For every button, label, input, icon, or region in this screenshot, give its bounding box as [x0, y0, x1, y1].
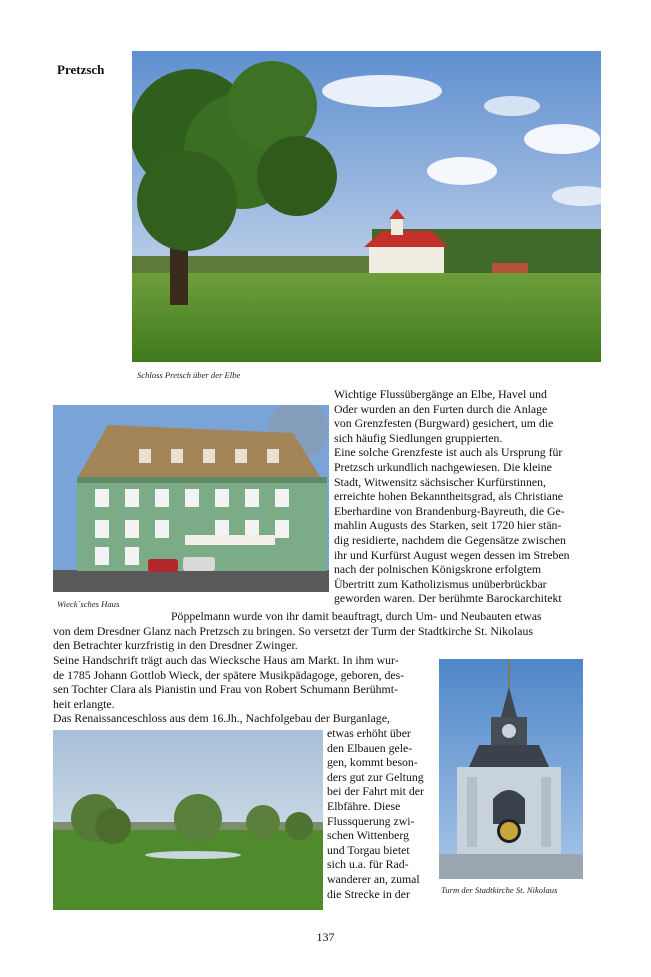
text-line: sen Tochter Clara als Pianistin und Frau von Robert Schumann Berühmt-	[53, 682, 398, 697]
text-line: sich häufig Siedlungen gruppierten.	[334, 430, 503, 445]
text-line: Seine Handschrift trägt auch das Wiecksche Haus am Markt. In ihm wur-	[53, 653, 399, 667]
text-line: erreichte hohen Bekanntheitsgrad, als Christiane	[334, 489, 563, 504]
text-line: wanderer an, zumal	[327, 871, 420, 886]
text-line: gen, kommt beson-	[327, 755, 418, 770]
castle-photo	[132, 51, 601, 362]
text-line: nach der polnischen Königskrone erfolgtem	[334, 562, 542, 577]
text-block-right	[334, 387, 587, 606]
text-block-middle	[53, 653, 433, 726]
text-line: den Betrachter kurzfristig in den Dresdner Zwinger.	[53, 638, 298, 653]
text-block-narrow	[327, 726, 434, 901]
text-line: und Torgau bietet	[327, 842, 410, 857]
church-tower-photo	[439, 659, 583, 879]
text-line: Das Renaissanceschloss aus dem 16.Jh., Nachfolgebau der Burganlage,	[53, 711, 390, 726]
text-line: Pöppelmann wurde von ihr damit beauftragt, durch Um- und Neubauten etwas	[171, 609, 542, 623]
text-line: geworden waren. Der berühmte Barockarchitekt	[334, 591, 562, 606]
page-number: 137	[316, 930, 335, 944]
text-line: mahlin Augusts des Starken, seit 1720 hier stän-	[334, 518, 562, 533]
text-line: Flussquerung zwi-	[327, 813, 415, 828]
text-line: Pretzsch urkundlich nachgewiesen. Die kleine	[334, 459, 552, 474]
text-line: bei der Fahrt mit der	[327, 784, 424, 799]
text-line: Eine solche Grenzfeste ist auch als Ursprung für	[334, 445, 563, 460]
text-line: Wichtige Flussübergänge an Elbe, Havel und	[334, 387, 547, 401]
text-line: ihr und Kurfürst August wegen dessen im Streben	[334, 547, 570, 562]
text-line: Stadt, Witwensitz sächsischer Kurfürstinnen,	[334, 474, 546, 489]
text-line: von dem Dresdner Glanz nach Pretzsch zu bringen. So versetzt der Turm der Stadtkirche St. Nikolaus	[53, 623, 533, 638]
text-line: Eberhardine von Brandenburg-Bayreuth, die Ge-	[334, 503, 565, 518]
wieck-house-caption: Wieck´sches Haus	[57, 599, 120, 609]
text-line: Oder wurden an den Furten durch die Anlage	[334, 401, 548, 416]
text-line: Elbfähre. Diese	[327, 798, 401, 813]
text-line: ders gut zur Geltung	[327, 769, 424, 784]
elbe-meadow-photo	[53, 730, 323, 910]
text-line: etwas erhöht über	[327, 726, 411, 740]
text-line: die Strecke in der	[327, 886, 410, 901]
text-line: dig residierte, nachdem die Gegensätze zwischen	[334, 532, 566, 547]
tower-caption: Turm der Stadtkirche St. Nikolaus	[441, 885, 558, 895]
text-line: Übertritt zum Katholizismus unüberbrückbar	[334, 576, 547, 591]
text-line: schen Wittenberg	[327, 828, 409, 843]
text-line: heit erlangte.	[53, 696, 115, 711]
text-line: de 1785 Johann Gottlob Wieck, der spätere Musikpädagoge, geboren, des-	[53, 667, 405, 682]
text-line: sich u.a. für Rad-	[327, 857, 409, 872]
wieck-house-photo	[53, 405, 329, 592]
text-block-full	[53, 609, 587, 653]
text-line: von Grenzfesten (Burgward) gesichert, um die	[334, 416, 554, 431]
page-heading: Pretzsch	[57, 62, 105, 77]
castle-caption: Schloss Pretsch über der Elbe	[137, 370, 241, 380]
text-line: den Elbauen gele-	[327, 740, 413, 755]
